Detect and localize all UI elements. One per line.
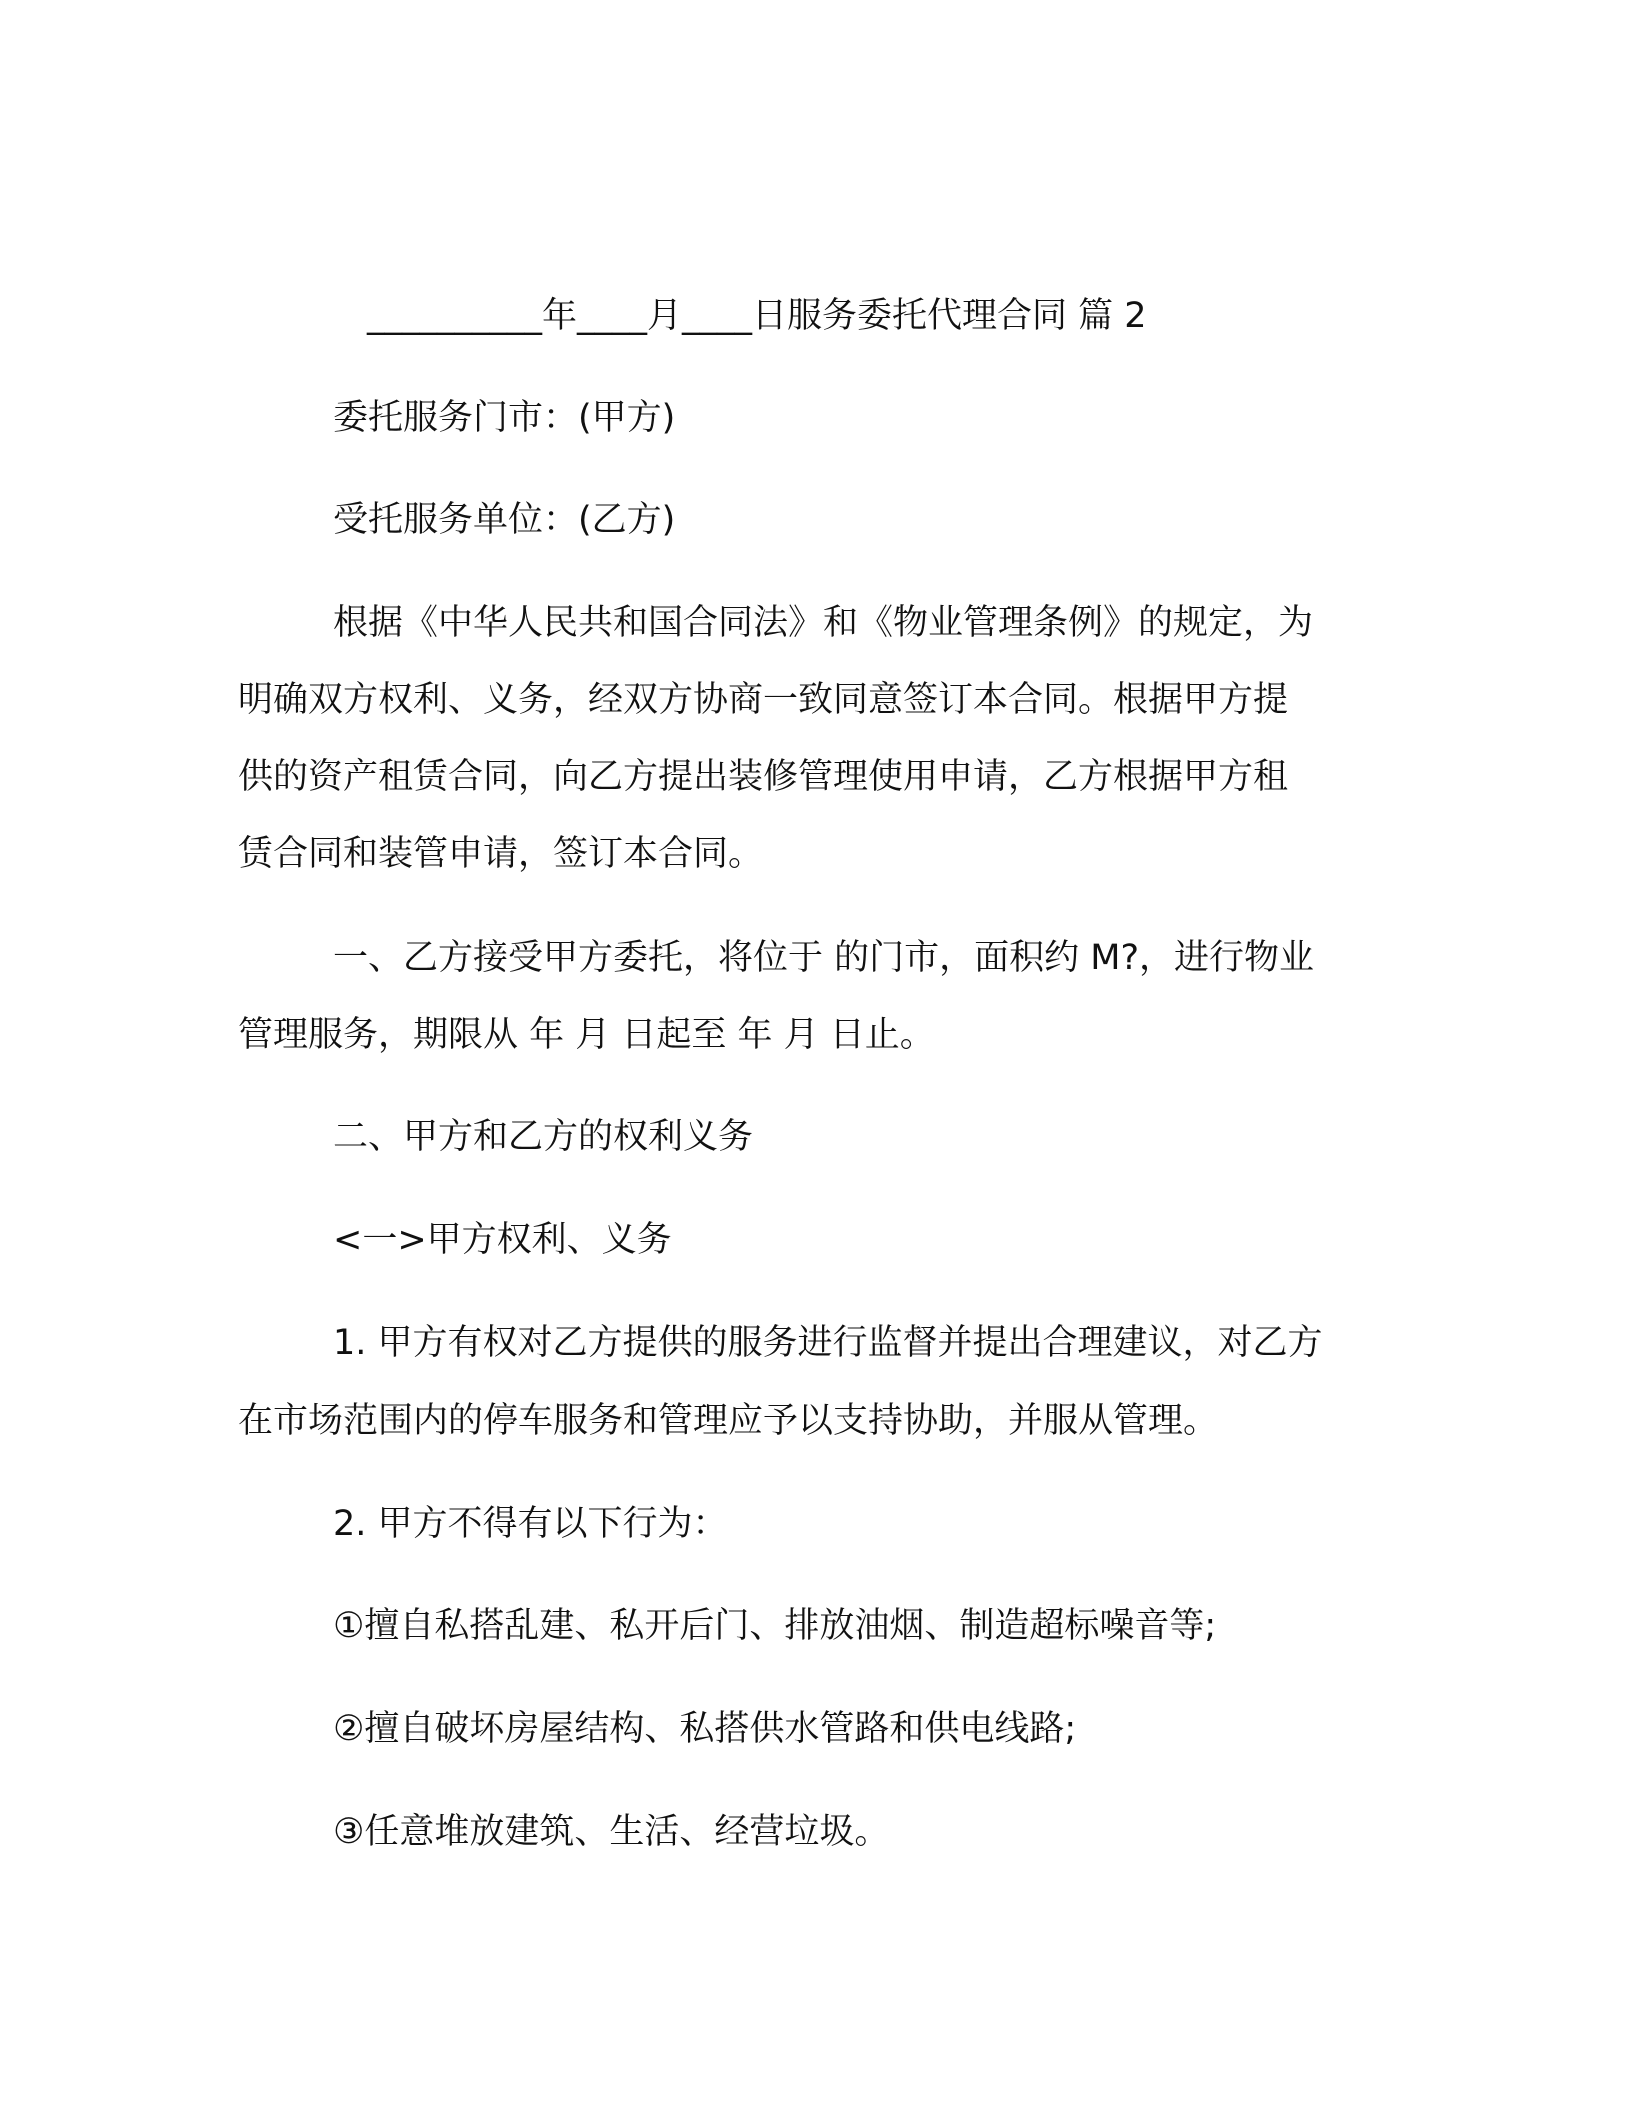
clause-2-heading: 二、甲方和乙方的权利义务 xyxy=(333,1117,754,1157)
item-2: 2. 甲方不得有以下行为： xyxy=(333,1504,728,1544)
subsection-heading: <一>甲方权利、义务 xyxy=(333,1220,672,1260)
paragraph-basis-line-2: 明确双方权利、义务，经双方协商一致同意签订本合同。根据甲方提 xyxy=(238,680,1289,720)
document-title: __________年____月____日服务委托代理合同 篇 2 xyxy=(367,296,1147,336)
paragraph-client: 委托服务门市：(甲方) xyxy=(333,398,676,438)
item-1-line-2: 在市场范围内的停车服务和管理应予以支持协助，并服从管理。 xyxy=(238,1401,1219,1441)
clause-1-line-2: 管理服务，期限从 年 月 日起至 年 月 日止。 xyxy=(238,1015,935,1055)
paragraph-basis-line-4: 赁合同和装管申请，签订本合同。 xyxy=(238,834,764,874)
sub-item-3: ③任意堆放建筑、生活、经营垃圾。 xyxy=(333,1812,890,1852)
paragraph-contractor: 受托服务单位：(乙方) xyxy=(333,500,676,540)
paragraph-basis-line-3: 供的资产租赁合同，向乙方提出装修管理使用申请，乙方根据甲方租 xyxy=(238,757,1289,797)
sub-item-1: ①擅自私搭乱建、私开后门、排放油烟、制造超标噪音等; xyxy=(333,1606,1217,1646)
paragraph-basis-line-1: 根据《中华人民共和国合同法》和《物业管理条例》的规定，为 xyxy=(333,603,1314,643)
sub-item-2: ②擅自破坏房屋结构、私搭供水管路和供电线路; xyxy=(333,1709,1077,1749)
item-1-line-1: 1. 甲方有权对乙方提供的服务进行监督并提出合理建议，对乙方 xyxy=(333,1323,1323,1363)
clause-1-line-1: 一、乙方接受甲方委托，将位于 的门市，面积约 M?，进行物业 xyxy=(333,938,1315,978)
